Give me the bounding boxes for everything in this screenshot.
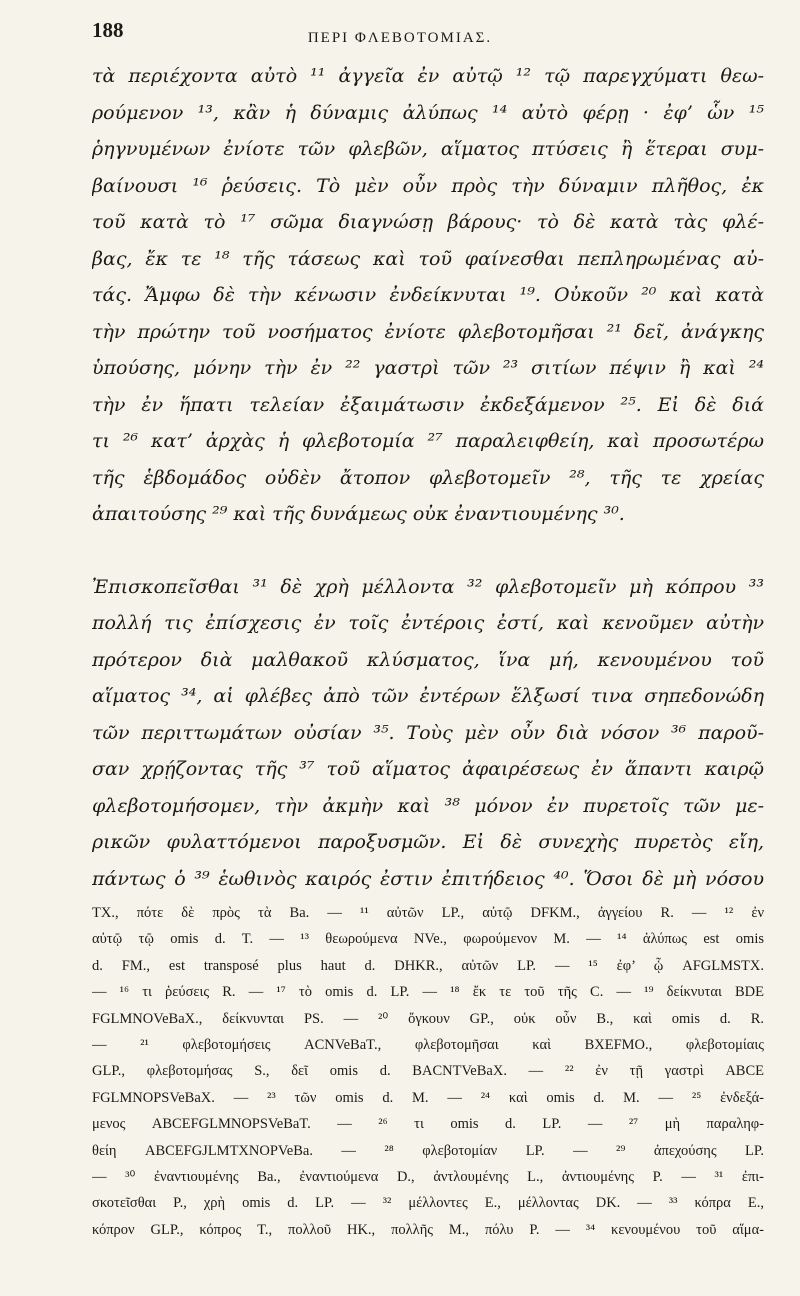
paragraph — [92, 58, 764, 533]
text-line: αἵματος ³⁴, αἱ φλέβες ἀπὸ τῶν ἐντέρων ἕλξωσί τινα σηπεδονώδη — [92, 685, 764, 707]
text-line: ρούμενον ¹³, κἂν ἡ δύναμις ἀλύπως ¹⁴ αὐτὸ φέρῃ · ἐφ’ ὧν ¹⁵ — [92, 101, 764, 124]
footnote-line: αὐτῷ τῷ omis d. T. — ¹³ θεωρούμενα NVe., φωρούμενον M. — ¹⁴ ἀλύπως est omis — [92, 931, 764, 948]
text-line: βας, ἔκ τε ¹⁸ τῆς τάσεως καὶ τοῦ φαίνεσθαι πεπληρωμένας αὐ- — [92, 247, 764, 270]
footnote-line: μενος ABCEFGLMNOPSVeBaT. — ²⁶ τι omis d. LP. — ²⁷ μὴ παραληφ- — [92, 1116, 764, 1133]
footnote-line: κόπρον GLP., κόπρος T., πολλοῦ HK., πολλῆς M., πόλυ P. — ³⁴ κενουμένου τοῦ αἵμα- — [92, 1221, 764, 1238]
footnote-line: — ¹⁶ τι ῥεύσεις R. — ¹⁷ τὸ omis d. LP. — ¹⁸ ἔκ τε τοῦ τῆς C. — ¹⁹ δείκνυται BDE — [92, 984, 764, 1001]
text-line: ὑπούσης, μόνην τὴν ἐν ²² γαστρὶ τῶν ²³ σιτίων πέψιν ἢ καὶ ²⁴ — [92, 357, 764, 379]
text-line: τὴν ἐν ἥπατι τελείαν ἐξαιμάτωσιν ἐκδεξάμενον ²⁵. Εἰ δὲ διά — [92, 393, 764, 416]
footnote-line: — ³⁰ ἐναντιουμένης Ba., ἐναντιούμενα D., ἀντλουμένης L., ἀντιουμένης P. — ³¹ ἐπι- — [92, 1168, 764, 1185]
text-line: τι ²⁶ κατ’ ἀρχὰς ἡ φλεβοτομία ²⁷ παραλειφθείη, καὶ προσωτέρω — [92, 430, 764, 452]
text-line: πάντως ὁ ³⁹ ἑωθινὸς καιρός ἐστιν ἐπιτήδειος ⁴⁰. Ὅσοι δὲ μὴ νόσου — [92, 867, 764, 890]
text-line: ῥηγνυμένων ἐνίοτε τῶν φλεβῶν, αἵματος πτύσεις ἢ ἕτεραι συμ- — [92, 138, 764, 160]
text-line: πολλή τις ἐπίσχεσις ἐν τοῖς ἐντέροις ἐστί, καὶ κενοῦμεν αὐτὴν — [92, 612, 764, 634]
footnote-line: d. FM., est transposé plus haut d. DHKR., αὐτῶν LP. — ¹⁵ ἐφ’ ᾧ AFGLMSTX. — [92, 957, 764, 974]
page-number: 188 — [92, 18, 124, 42]
text-line: τῆς ἑβδομάδος οὐδὲν ἄτοπον φλεβοτομεῖν ²⁸, τῆς τε χρείας — [92, 466, 764, 489]
footnote-line: FGLMNOPSVeBaX. — ²³ τῶν omis d. M. — ²⁴ καὶ omis d. M. — ²⁵ ἐνδεξά- — [92, 1089, 764, 1106]
main-text — [92, 58, 764, 897]
text-line: φλεβοτομήσομεν, τὴν ἀκμὴν καὶ ³⁸ μόνον ἐν πυρετοῖς τῶν με- — [92, 794, 764, 817]
text-line: Ἐπισκοπεῖσθαι ³¹ δὲ χρὴ μέλλοντα ³² φλεβοτομεῖν μὴ κόπρου ³³ — [92, 575, 764, 598]
footnote-line: θείη ABCEFGJLMTXNOPVeBa. — ²⁸ φλεβοτομίαν LP. — ²⁹ ἀπεχούσης LP. — [92, 1142, 764, 1159]
text-line: τάς. Ἄμφω δὲ τὴν κένωσιν ἐνδείκνυται ¹⁹. Οὐκοῦν ²⁰ καὶ κατὰ — [92, 284, 764, 306]
text-line: βαίνουσι ¹⁶ ῥεύσεις. Τὸ μὲν οὖν πρὸς τὴν δύναμιν πλῆθος, ἐκ — [92, 174, 764, 197]
text-line: τοῦ κατὰ τὸ ¹⁷ σῶμα διαγνώσῃ βάρους· τὸ δὲ κατὰ τὰς φλέ- — [92, 211, 764, 233]
footnote-line: TX., πότε δὲ πρὸς τὰ Ba. — ¹¹ αὐτῶν LP., αὐτῷ DFKM., ἀγγείου R. — ¹² ἐν — [92, 905, 764, 921]
footnote-line: GLP., φλεβοτομήσας S., δεῖ omis d. BACNTVeBaX. — ²² ἐν τῇ γαστρὶ ABCE — [92, 1063, 764, 1080]
text-line: τῶν περιττωμάτων οὐσίαν ³⁵. Τοὺς μὲν οὖν διὰ νόσον ³⁶ παροῦ- — [92, 721, 764, 744]
paragraph — [92, 569, 764, 898]
text-line: τὰ περιέχοντα αὐτὸ ¹¹ ἀγγεῖα ἐν αὐτῷ ¹² τῷ παρεγχύματι θεω- — [92, 65, 764, 87]
text-line: τὴν πρώτην τοῦ νοσήματος ἐνίοτε φλεβοτομῆσαι ²¹ δεῖ, ἀνάγκης — [92, 320, 764, 343]
text-line: ἀπαιτούσης ²⁹ καὶ τῆς δυνάμεως οὐκ ἐναντιουμένης ³⁰. — [92, 503, 625, 525]
footnote-line: σκοτεῖσθαι P., χρὴ omis d. LP. — ³² μέλλοντες E., μέλλοντας DK. — ³³ κόπρα E., — [92, 1195, 764, 1212]
text-line: σαν χρῄζοντας τῆς ³⁷ τοῦ αἵματος ἀφαιρέσεως ἐν ἅπαντι καιρῷ — [92, 758, 764, 780]
footnote-line: — ²¹ φλεβοτομήσεις ACNVeBaT., φλεβοτομῆσαι καὶ BXEFMO., φλεβοτομίαις — [92, 1036, 764, 1053]
footnotes — [92, 900, 764, 1243]
text-line: πρότερον διὰ μαλθακοῦ κλύσματος, ἵνα μή, κενουμένου τοῦ — [92, 648, 764, 671]
running-head: ΠΕΡΙ ΦΛΕΒΟΤΟΜΙΑΣ. — [307, 30, 493, 46]
footnote-line: FGLMNOVeBaX., δείκνυνται PS. — ²⁰ ὄγκουν GP., οὐκ οὖν B., καὶ omis d. R. — [92, 1010, 764, 1027]
text-line: ρικῶν φυλαττόμενοι παροξυσμῶν. Εἰ δὲ συνεχὴς πυρετὸς εἴη, — [92, 831, 764, 853]
